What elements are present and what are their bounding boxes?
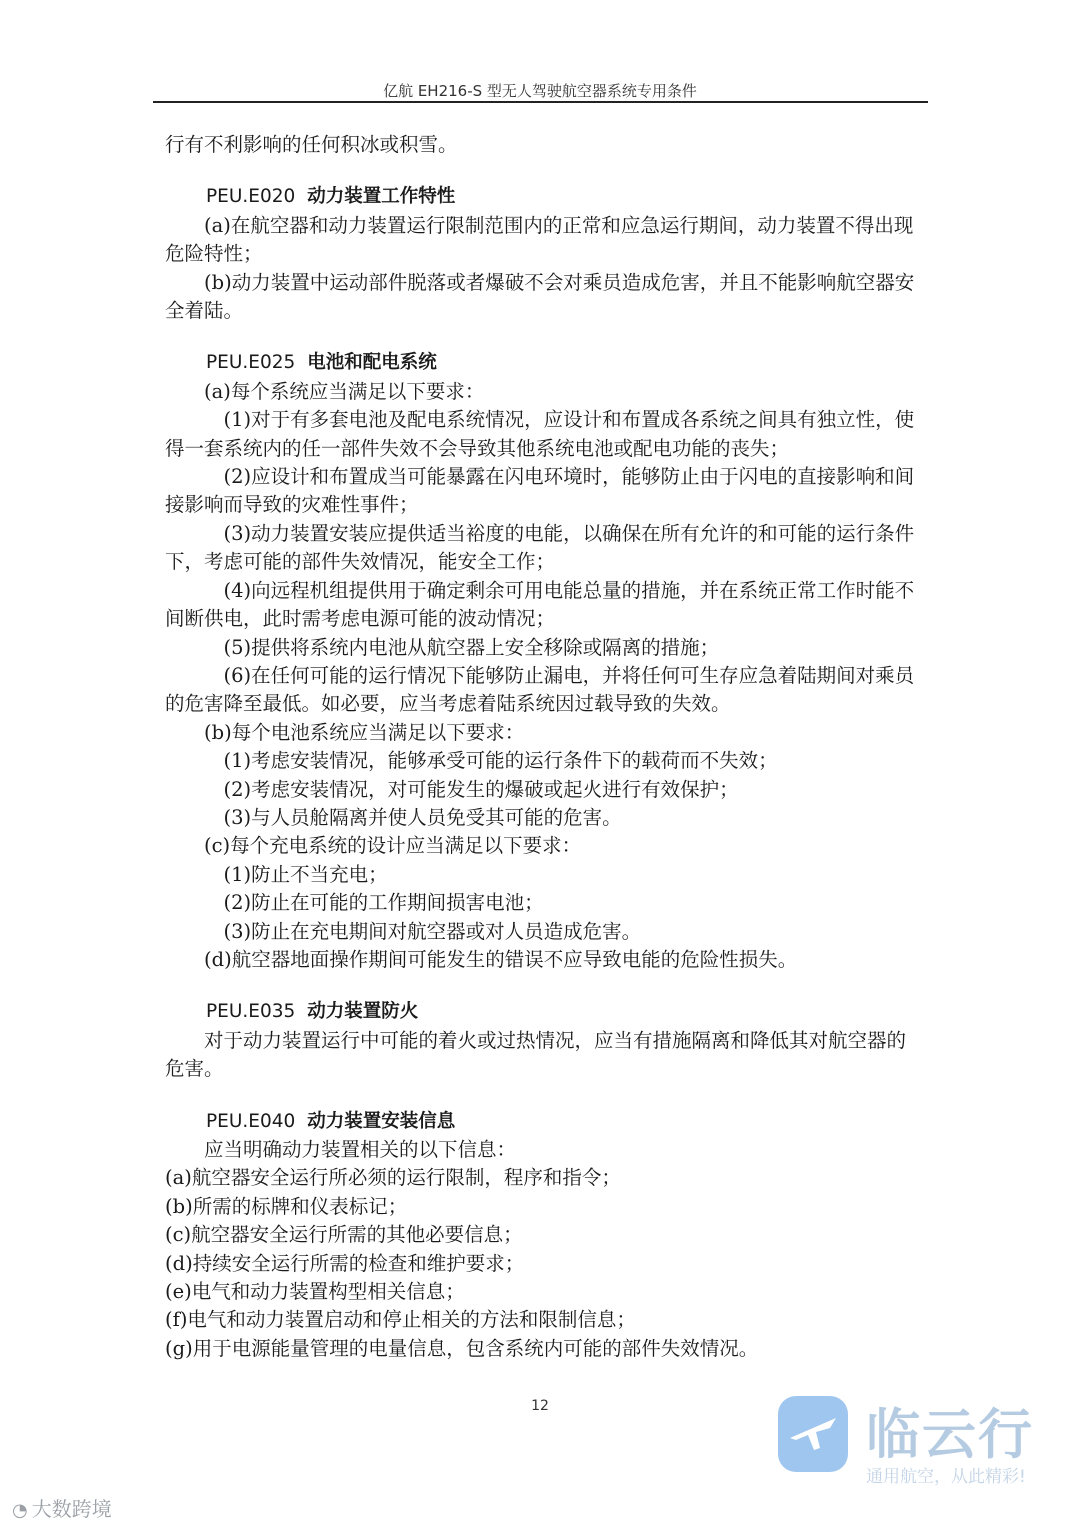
paragraph: (b)所需的标牌和仪表标记； xyxy=(165,1194,408,1218)
section-code: PEU.E040 xyxy=(206,1110,296,1132)
source-watermark xyxy=(12,1493,112,1522)
paragraph: (2)防止在可能的工作期间损害电池； xyxy=(223,891,544,915)
paragraph: (3)防止在充电期间对航空器或对人员造成危害。 xyxy=(223,919,642,943)
header-divider xyxy=(153,101,928,103)
paragraph: (c)航空器安全运行所需的其他必要信息； xyxy=(165,1223,523,1247)
section-title: 动力装置工作特性 xyxy=(307,186,456,208)
paragraph: 应当明确动力装置相关的以下信息： xyxy=(204,1138,517,1161)
paragraph: (6)在任何可能的运行情况下能够防止漏电，并将任何可生存应急着陆期间对乘员的危害降至最低。如必要，应当考虑着陆系统因过载导致的失效。 xyxy=(165,663,915,716)
paragraph: (1)考虑安装情况，能够承受可能的运行条件下的载荷而不失效； xyxy=(223,749,778,773)
paragraph: (1)对于有多套电池及配电系统情况，应设计和布置成各系统之间具有独立性，使得一套系统内的任一部件失效不会导致其他系统电池或配电功能的丧失； xyxy=(165,408,915,460)
paragraph: (f)电气和动力装置启动和停止相关的方法和限制信息； xyxy=(165,1308,636,1332)
paragraph: (a)每个系统应当满足以下要求： xyxy=(204,379,485,403)
brand-slogan: 通用航空，从此精彩! xyxy=(866,1467,1026,1487)
paragraph: (d)航空器地面操作期间可能发生的错误不应导致电能的危险性损失。 xyxy=(204,947,798,971)
intro-paragraph: 行有不利影响的任何积冰或积雪。 xyxy=(165,133,458,156)
document-body xyxy=(165,131,925,1363)
section-heading-e035 xyxy=(165,998,925,1026)
brand-name: 临云行 xyxy=(866,1403,1034,1466)
page-number: 12 xyxy=(531,1398,549,1414)
section-heading-e040 xyxy=(165,1108,925,1136)
paragraph: (4)向远程机组提供用于确定剩余可用电能总量的措施，并在系统正常工作时能不间断供电，此时需考虑电源可能的波动情况； xyxy=(165,578,915,631)
paragraph: (5)提供将系统内电池从航空器上安全移除或隔离的措施； xyxy=(223,635,720,659)
section-code: PEU.E020 xyxy=(206,186,296,208)
paragraph: (e)电气和动力装置构型相关信息； xyxy=(165,1280,465,1304)
section-title: 动力装置安装信息 xyxy=(307,1110,456,1132)
paragraph: (a)在航空器和动力装置运行限制范围内的正常和应急运行期间，动力装置不得出现危险特性； xyxy=(165,213,914,266)
page-header: 亿航 EH216-S 型无人驾驶航空器系统专用条件 xyxy=(383,82,697,100)
paragraph: (3)与人员舱隔离并使人员免受其可能的危害。 xyxy=(223,805,622,829)
paragraph: (b)每个电池系统应当满足以下要求： xyxy=(204,720,525,744)
paragraph: (b)动力装置中运动部件脱落或者爆破不会对乘员造成危害，并且不能影响航空器安全着陆。 xyxy=(165,270,915,323)
section-title: 动力装置防火 xyxy=(307,1001,419,1023)
paragraph: (a)航空器安全运行所必须的运行限制，程序和指令； xyxy=(165,1166,621,1190)
paragraph: (3)动力装置安装应提供适当裕度的电能，以确保在所有允许的和可能的运行条件下，考虑可能的部件失效情况，能安全工作； xyxy=(165,521,915,574)
section-title: 电池和配电系统 xyxy=(307,352,437,374)
brand-watermark xyxy=(778,1390,1078,1500)
section-heading-e020 xyxy=(165,183,925,211)
section-heading-e025 xyxy=(165,349,925,377)
weibo-icon: ◔ xyxy=(12,1500,28,1521)
paragraph: (2)考虑安装情况，对可能发生的爆破或起火进行有效保护； xyxy=(223,777,739,801)
section-code: PEU.E025 xyxy=(206,352,296,374)
source-name: 大数跨境 xyxy=(31,1497,112,1521)
airplane-icon xyxy=(778,1396,848,1472)
section-code: PEU.E035 xyxy=(206,1001,296,1023)
paragraph: 对于动力装置运行中可能的着火或过热情况，应当有措施隔离和降低其对航空器的危害。 xyxy=(165,1028,907,1081)
paragraph: (2)应设计和布置成当可能暴露在闪电环境时，能够防止由于闪电的直接影响和间接影响而导致的灾难性事件； xyxy=(165,465,915,517)
paragraph: (d)持续安全运行所需的检查和维护要求； xyxy=(165,1251,525,1275)
paragraph: (g)用于电源能量管理的电量信息，包含系统内可能的部件失效情况。 xyxy=(165,1336,759,1360)
paragraph: (c)每个充电系统的设计应当满足以下要求： xyxy=(204,834,582,858)
paragraph: (1)防止不当充电； xyxy=(223,862,388,886)
